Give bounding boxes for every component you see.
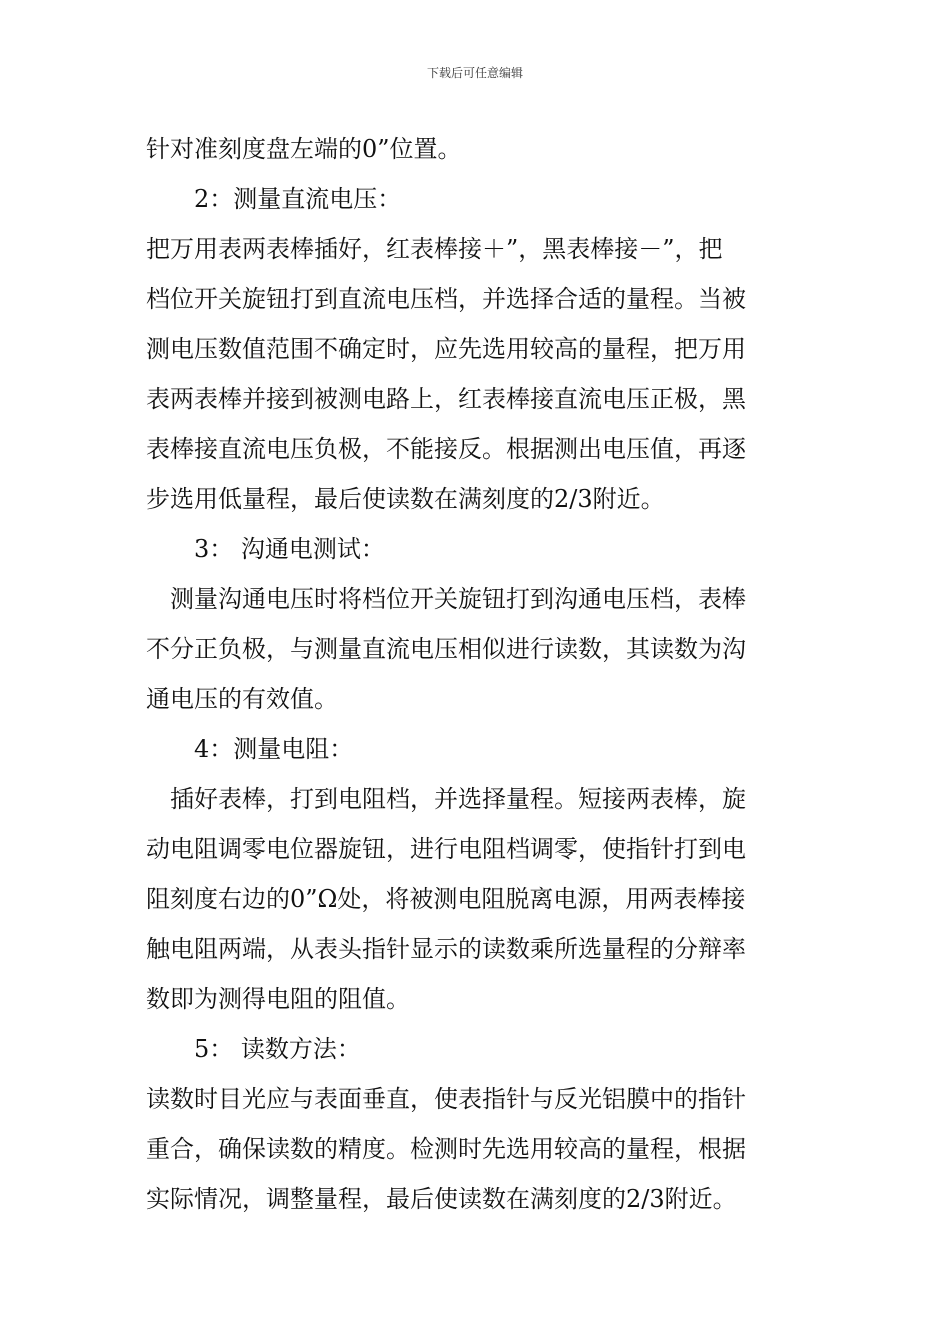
text-line: 重合，确保读数的精度。检测时先选用较高的量程，根据 [146, 1135, 746, 1163]
text-line: 表棒接直流电压负极，不能接反。根据测出电压值，再逐 [146, 435, 746, 463]
section-heading: 4：测量电阻： [194, 735, 354, 763]
text-line: 动电阻调零电位器旋钮，进行电阻档调零，使指针打到电 [146, 835, 746, 863]
text-line: 通电压的有效值。 [146, 685, 338, 713]
text-line: 读数时目光应与表面垂直，使表指针与反光铝膜中的指针 [146, 1085, 746, 1113]
text-line: 阻刻度右边的0”Ω处，将被测电阻脱离电源，用两表棒接 [146, 885, 746, 913]
section-heading: 5： 读数方法： [194, 1035, 361, 1063]
text-line: 数即为测得电阻的阻值。 [146, 985, 410, 1013]
text-line: 档位开关旋钮打到直流电压档，并选择合适的量程。当被 [146, 285, 746, 313]
text-line: 测电压数值范围不确定时，应先选用较高的量程，把万用 [146, 335, 746, 363]
text-line: 插好表棒，打到电阻档，并选择量程。短接两表棒，旋 [170, 785, 746, 813]
text-line: 步选用低量程，最后使读数在满刻度的2/3附近。 [146, 485, 665, 513]
text-line: 测量沟通电压时将档位开关旋钮打到沟通电压档，表棒 [170, 585, 746, 613]
text-line: 触电阻两端，从表头指针显示的读数乘所选量程的分辩率 [146, 935, 746, 963]
page-header: 下载后可任意编辑 [426, 66, 523, 80]
section-heading: 2：测量直流电压： [194, 185, 402, 213]
text-line: 不分正负极，与测量直流电压相似进行读数，其读数为沟 [146, 635, 746, 663]
section-heading: 3： 沟通电测试： [194, 535, 385, 563]
text-line: 实际情况，调整量程，最后使读数在满刻度的2/3附近。 [146, 1185, 737, 1213]
document-body [146, 124, 812, 1224]
text-line: 把万用表两表棒插好，红表棒接＋”，黑表棒接－”，把 [146, 235, 723, 263]
text-line: 针对准刻度盘左端的0”位置。 [146, 135, 462, 163]
text-line: 表两表棒并接到被测电路上，红表棒接直流电压正极，黑 [146, 385, 746, 413]
